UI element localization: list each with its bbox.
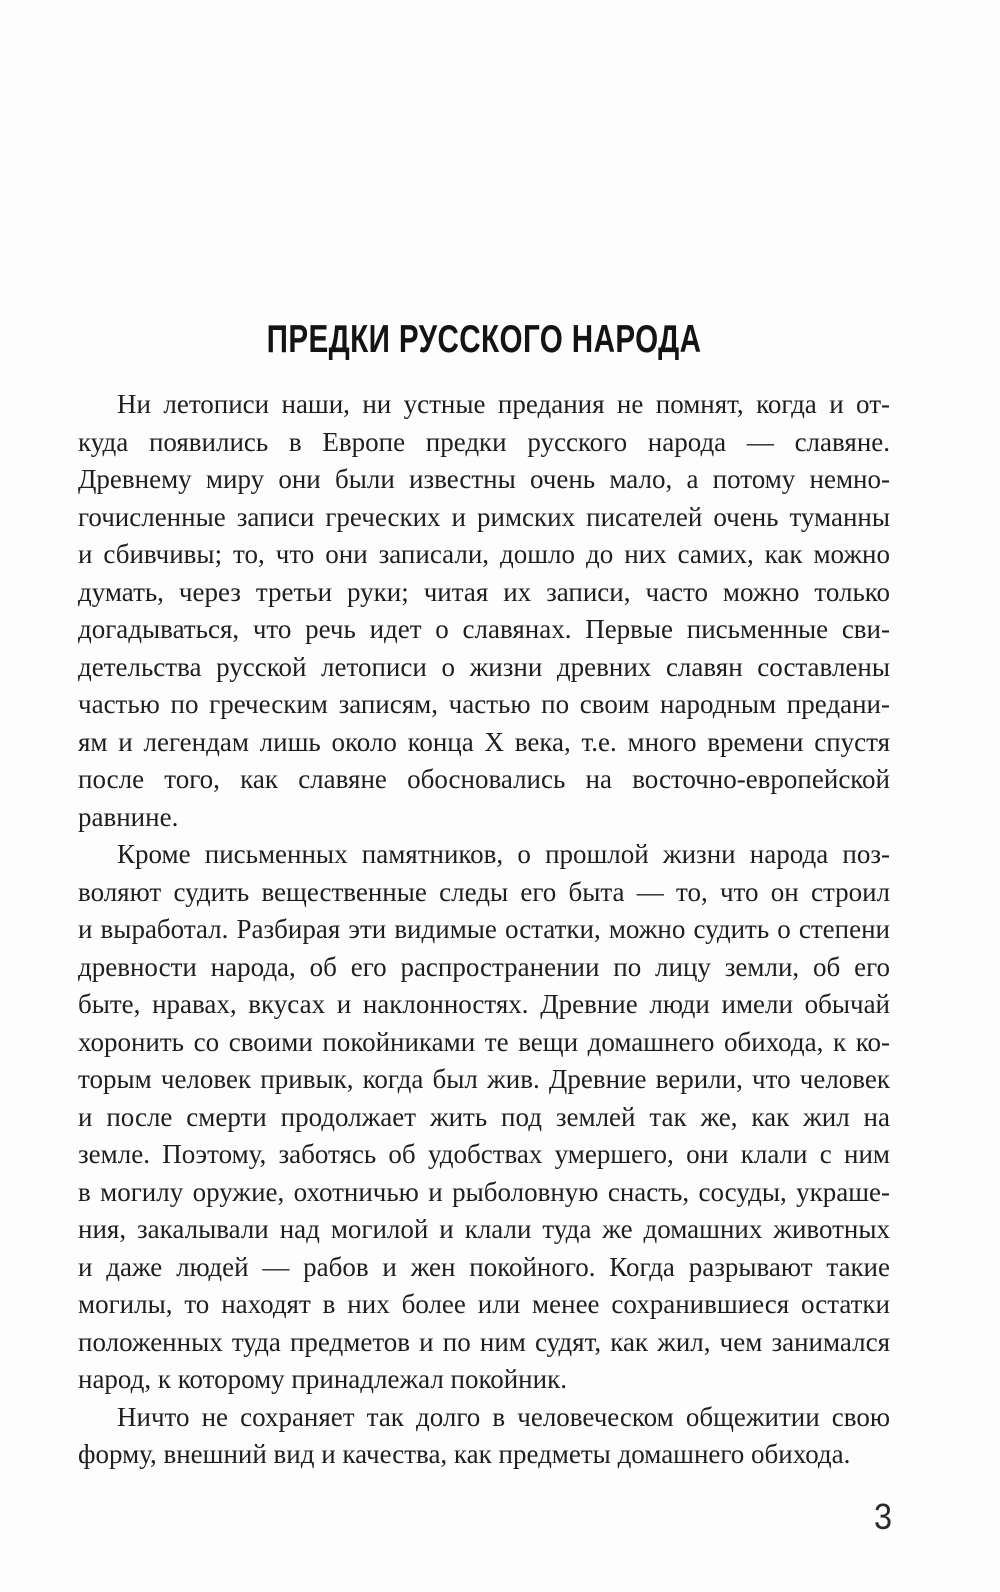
text-line: положенных туда предметов и по ним судят, как жил, чем занимался xyxy=(78,1326,890,1357)
text-line: ния, закалывали над могилой и клали туда же домашних животных xyxy=(78,1214,890,1244)
text-line: и даже людей — рабов и жен покойного. Когда разрывают такие xyxy=(78,1251,890,1282)
text-line: и после смерти продолжает жить под землей так же, как жил на xyxy=(78,1101,890,1132)
body-text xyxy=(78,386,890,1474)
text-line: Кроме письменных памятников, о прошлой жизни народа поз- xyxy=(117,839,890,869)
text-line: воляют судить вещественные следы его быта — то, что он строил xyxy=(78,876,890,907)
paragraph xyxy=(78,836,890,1399)
text-line: и сбивчивы; то, что они записали, дошло до них самих, как можно xyxy=(78,539,890,569)
text-line: после того, как славяне обосновались на восточно-европейской xyxy=(78,764,890,794)
text-line: могилы, то находят в них более или менее сохранившиеся остатки xyxy=(78,1289,890,1319)
text-line: и выработал. Разбирая эти видимые остатки, можно судить о степени xyxy=(78,914,890,944)
text-line: народ, к которому принадлежал покойник. xyxy=(78,1364,567,1394)
text-line: древности народа, об его распространении по лицу земли, об его xyxy=(78,951,890,982)
paragraph xyxy=(78,386,890,836)
text-line: Ничто не сохраняет так долго в человеческом общежитии свою xyxy=(117,1401,890,1432)
page-number: 3 xyxy=(873,1496,892,1537)
paragraph xyxy=(78,1399,890,1474)
text-line: гочисленные записи греческих и римских писателей очень туманны xyxy=(78,501,890,532)
text-line: догадываться, что речь идет о славянах. Первые письменные сви- xyxy=(78,614,890,644)
text-line: детельства русской летописи о жизни древних славян составлены xyxy=(78,651,890,682)
text-line: форму, внешний вид и качества, как предметы домашнего обихода. xyxy=(78,1439,851,1469)
page-title: ПРЕДКИ РУССКОГО НАРОДА xyxy=(266,318,702,361)
text-line: Древнему миру они были известны очень мало, а потому немно- xyxy=(78,464,890,494)
text-line: куда появились в Европе предки русского народа — славяне. xyxy=(78,426,890,457)
text-line: хоронить со своими покойниками те вещи домашнего обихода, к ко- xyxy=(78,1026,890,1057)
text-line: Ни летописи наши, ни устные предания не помнят, когда и от- xyxy=(117,389,890,419)
chapter-heading xyxy=(78,320,890,360)
text-line: земле. Поэтому, заботясь об удобствах умершего, они клали с ним xyxy=(78,1139,890,1169)
text-line: в могилу оружие, охотничью и рыболовную снасть, сосуды, украше- xyxy=(78,1176,890,1207)
text-line: думать, через третьи руки; читая их записи, часто можно только xyxy=(78,576,890,607)
text-line: равнине. xyxy=(78,801,179,832)
text-line: торым человек привык, когда был жив. Древние верили, что человек xyxy=(78,1064,890,1094)
text-line: ям и легендам лишь около конца X века, т.е. много времени спустя xyxy=(78,726,890,757)
text-line: частью по греческим записям, частью по своим народным предани- xyxy=(78,689,890,719)
text-line: быте, нравах, вкусах и наклонностях. Древние люди имели обычай xyxy=(78,989,890,1019)
